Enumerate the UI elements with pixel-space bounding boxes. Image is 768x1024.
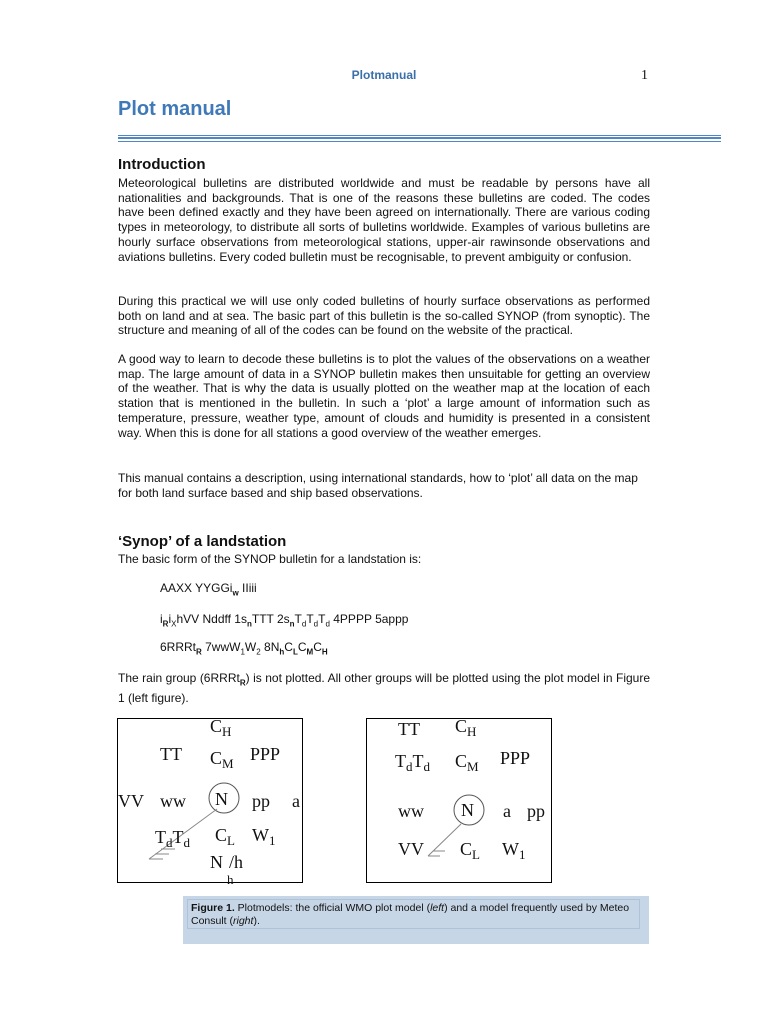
wmo-tt: TT: [160, 744, 182, 764]
title-rule-2: [118, 137, 721, 139]
figure-caption: Figure 1. Plotmodels: the official WMO plot model (left) and a model frequently used by Meteo Consult (right).: [187, 899, 640, 929]
synop-intro: The basic form of the SYNOP bulletin for a landstation is:: [118, 552, 422, 566]
intro-paragraph-3: A good way to learn to decode these bulletins is to plot the values of the observations on a weather map. The large amount of data in a SYNOP bulletin makes then unsuitable for getting an overview of the weather. That is why the data is usually plotted on the weather map at the location of each station that is mentioned in the bulletin. In such a ‘plot’ a large amount of information such as temperature, pressure, weather type, amount of clouds and humidity is presented in a consistent way. When this is done for all stations a good overview of the weather emerges.: [118, 352, 650, 440]
wmo-nh: N h /h: [210, 852, 244, 887]
introduction-heading: Introduction: [118, 156, 206, 173]
mc-tt: TT: [398, 719, 420, 739]
title-rule-3: [118, 141, 721, 142]
wmo-ppp: PPP: [250, 744, 281, 764]
mc-vv: VV: [398, 839, 424, 859]
mc-tdtd: $T_dT_d$: [395, 751, 430, 774]
running-title: Plotmanual: [351, 68, 417, 82]
title-rule-1: [118, 135, 721, 136]
intro-paragraph-1: Meteorological bulletins are distributed worldwide and must be readable by persons have all nationalities and backgrounds. That is one of the reasons these bulletins are coded. The codes have been defined exactly and they have been agreed on internationally. There are various coding types in meteorology, to distribute all sorts of bulletins worldwide. Examples of various bulletins are hourly surface observations from meteorological stations, upper-air rawinsonde observations and aviations bulletins. Every coded bulletin must be recognisable, to prevent ambiguity or confusion.: [118, 176, 650, 264]
mc-n: N: [461, 800, 474, 820]
wmo-ww: ww: [160, 791, 186, 811]
rain-group-paragraph: The rain group (6RRRt$_R$) is not plotted. All other groups will be plotted using the plot model in Figure 1 (left figure).: [118, 671, 650, 706]
wmo-cm: $C_M$: [210, 748, 234, 771]
intro-paragraph-4: This manual contains a description, using international standards, how to ‘plot’ all data on the map for both land surface based and ship based observations.: [118, 471, 638, 500]
wmo-a: a: [292, 791, 300, 811]
code-line-2: $i_Ri_XhVV$ Nddff $1s_nTTT$ $2s_nT_dT_dT_d$ 4PPPP 5appp: [160, 612, 409, 629]
page-number: 1: [641, 68, 648, 83]
wmo-vv: VV: [118, 791, 144, 811]
code-line-3: 6RRRt$_R$ $7wwW_1W_2$ $8N_hC_LC_MC_H$: [160, 640, 328, 657]
wmo-pp: pp: [252, 791, 270, 811]
synop-heading: ‘Synop’ of a landstation: [118, 533, 287, 550]
wmo-cl: $C_L$: [215, 825, 235, 848]
page-title: Plot manual: [118, 98, 232, 120]
wmo-w1: $W_1$: [252, 825, 276, 848]
intro-paragraph-2: During this practical we will use only coded bulletins of hourly surface observations as performed both on land and at sea. The basic part of this bulletin is the so-called SYNOP (from synoptic). The structure and meaning of all of the codes can be found on the website of the practical.: [118, 294, 650, 338]
wmo-ch: $C_H$: [210, 716, 232, 739]
wmo-tdtd: $T_dT_d$: [155, 827, 190, 850]
mc-ppp: PPP: [500, 748, 531, 768]
mc-ww: ww: [398, 801, 424, 821]
wmo-n: N: [215, 789, 228, 809]
mc-pp: pp: [527, 801, 545, 821]
mc-cl: $C_L$: [460, 839, 480, 862]
mc-cm: $C_M$: [455, 751, 479, 774]
code-line-1: AAXX YYGGi$_w$ IIiii: [160, 581, 257, 598]
mc-a: a: [503, 801, 511, 821]
mc-w1: $W_1$: [502, 839, 526, 862]
mc-ch: $C_H$: [455, 716, 477, 739]
